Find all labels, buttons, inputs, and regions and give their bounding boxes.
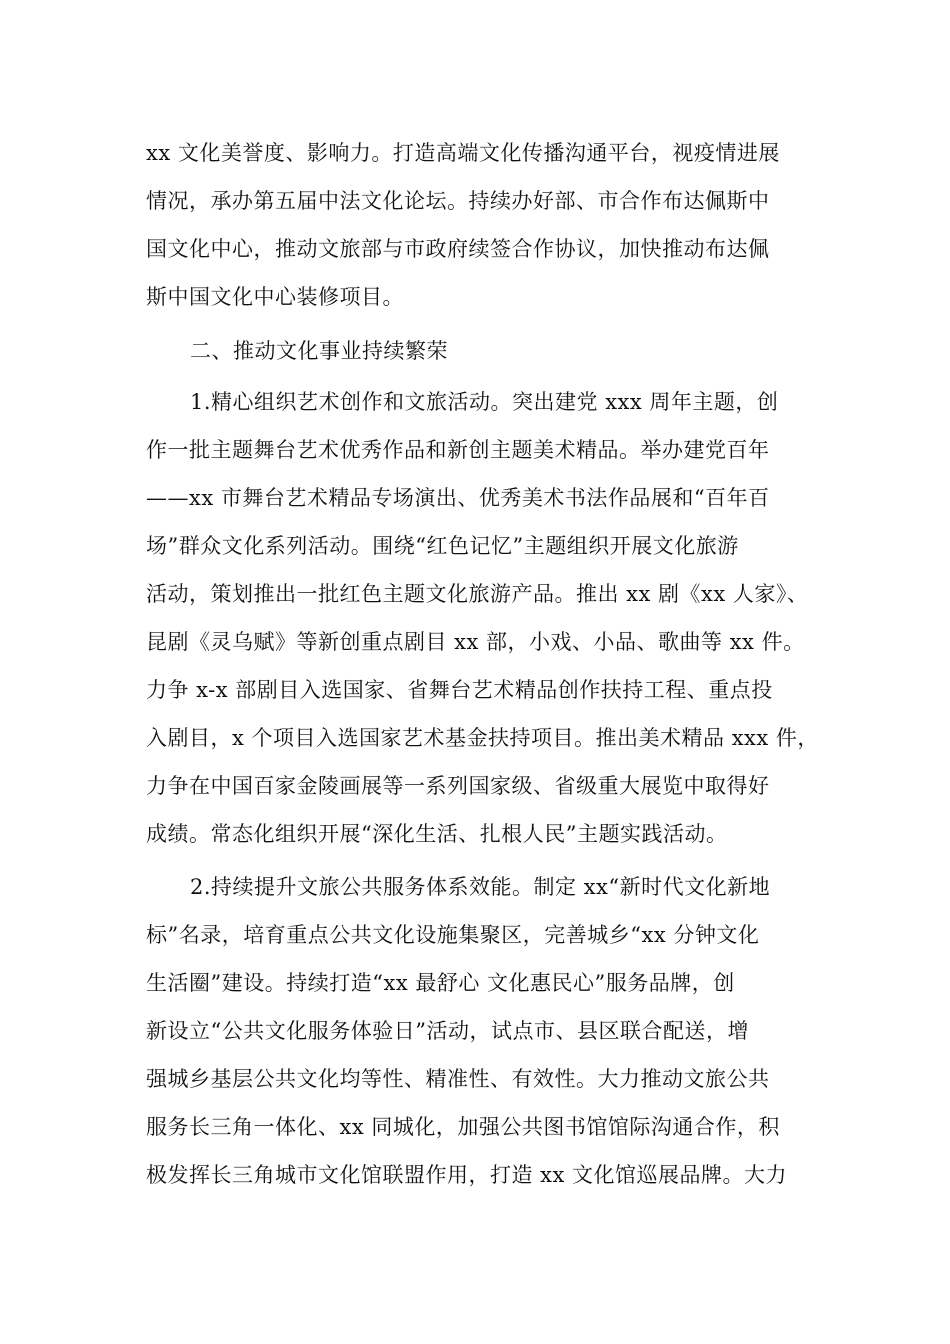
text-line: 场”群众文化系列活动。围绕“红色记忆”主题组织开展文化旅游 xyxy=(146,534,739,558)
text-line: 情况，承办第五届中法文化论坛。持续办好部、市合作布达佩斯中 xyxy=(146,189,770,213)
text-line: 强城乡基层公共文化均等性、精准性、有效性。大力推动文旅公共 xyxy=(146,1067,770,1091)
text-line: 成绩。常态化组织开展“深化生活、扎根人民”主题实践活动。 xyxy=(146,822,728,846)
text-line: 1.精心组织艺术创作和文旅活动。突出建党 xxx 周年主题，创 xyxy=(190,390,779,414)
text-line: 标”名录，培育重点公共文化设施集聚区，完善城乡“xx 分钟文化 xyxy=(146,923,760,947)
text-line: 新设立“公共文化服务体验日”活动，试点市、县区联合配送，增 xyxy=(146,1019,749,1043)
section-heading: 二、推动文化事业持续繁荣 xyxy=(190,339,448,363)
text-line: 力争在中国百家金陵画展等一系列国家级、省级重大展览中取得好 xyxy=(146,774,770,798)
text-line: ——xx 市舞台艺术精品专场演出、优秀美术书法作品展和“百年百 xyxy=(146,486,770,510)
text-line: 国文化中心，推动文旅部与市政府续签合作协议，加快推动布达佩 xyxy=(146,237,770,261)
text-line: 活动，策划推出一批红色主题文化旅游产品。推出 xx 剧《xx 人家》、 xyxy=(146,582,809,606)
text-line: xx 文化美誉度、影响力。打造高端文化传播沟通平台，视疫情进展 xyxy=(146,141,780,165)
text-line: 2.持续提升文旅公共服务体系效能。制定 xx“新时代文化新地 xyxy=(190,875,771,899)
text-line: 昆剧《灵乌赋》等新创重点剧目 xx 部，小戏、小品、歌曲等 xx 件。 xyxy=(146,630,805,654)
text-line: 生活圈”建设。持续打造“xx 最舒心 文化惠民心”服务品牌，创 xyxy=(146,971,735,995)
text-line: 作一批主题舞台艺术优秀作品和新创主题美术精品。举办建党百年 xyxy=(146,438,770,462)
text-line: 极发挥长三角城市文化馆联盟作用，打造 xx 文化馆巡展品牌。大力 xyxy=(146,1163,788,1187)
text-line: 力争 x-x 部剧目入选国家、省舞台艺术精品创作扶持工程、重点投 xyxy=(146,678,773,702)
text-line: 入剧目，x 个项目入选国家艺术基金扶持项目。推出美术精品 xxx 件， xyxy=(146,726,819,750)
text-line: 服务长三角一体化、xx 同城化，加强公共图书馆馆际沟通合作，积 xyxy=(146,1115,780,1139)
text-line: 斯中国文化中心装修项目。 xyxy=(146,285,404,309)
